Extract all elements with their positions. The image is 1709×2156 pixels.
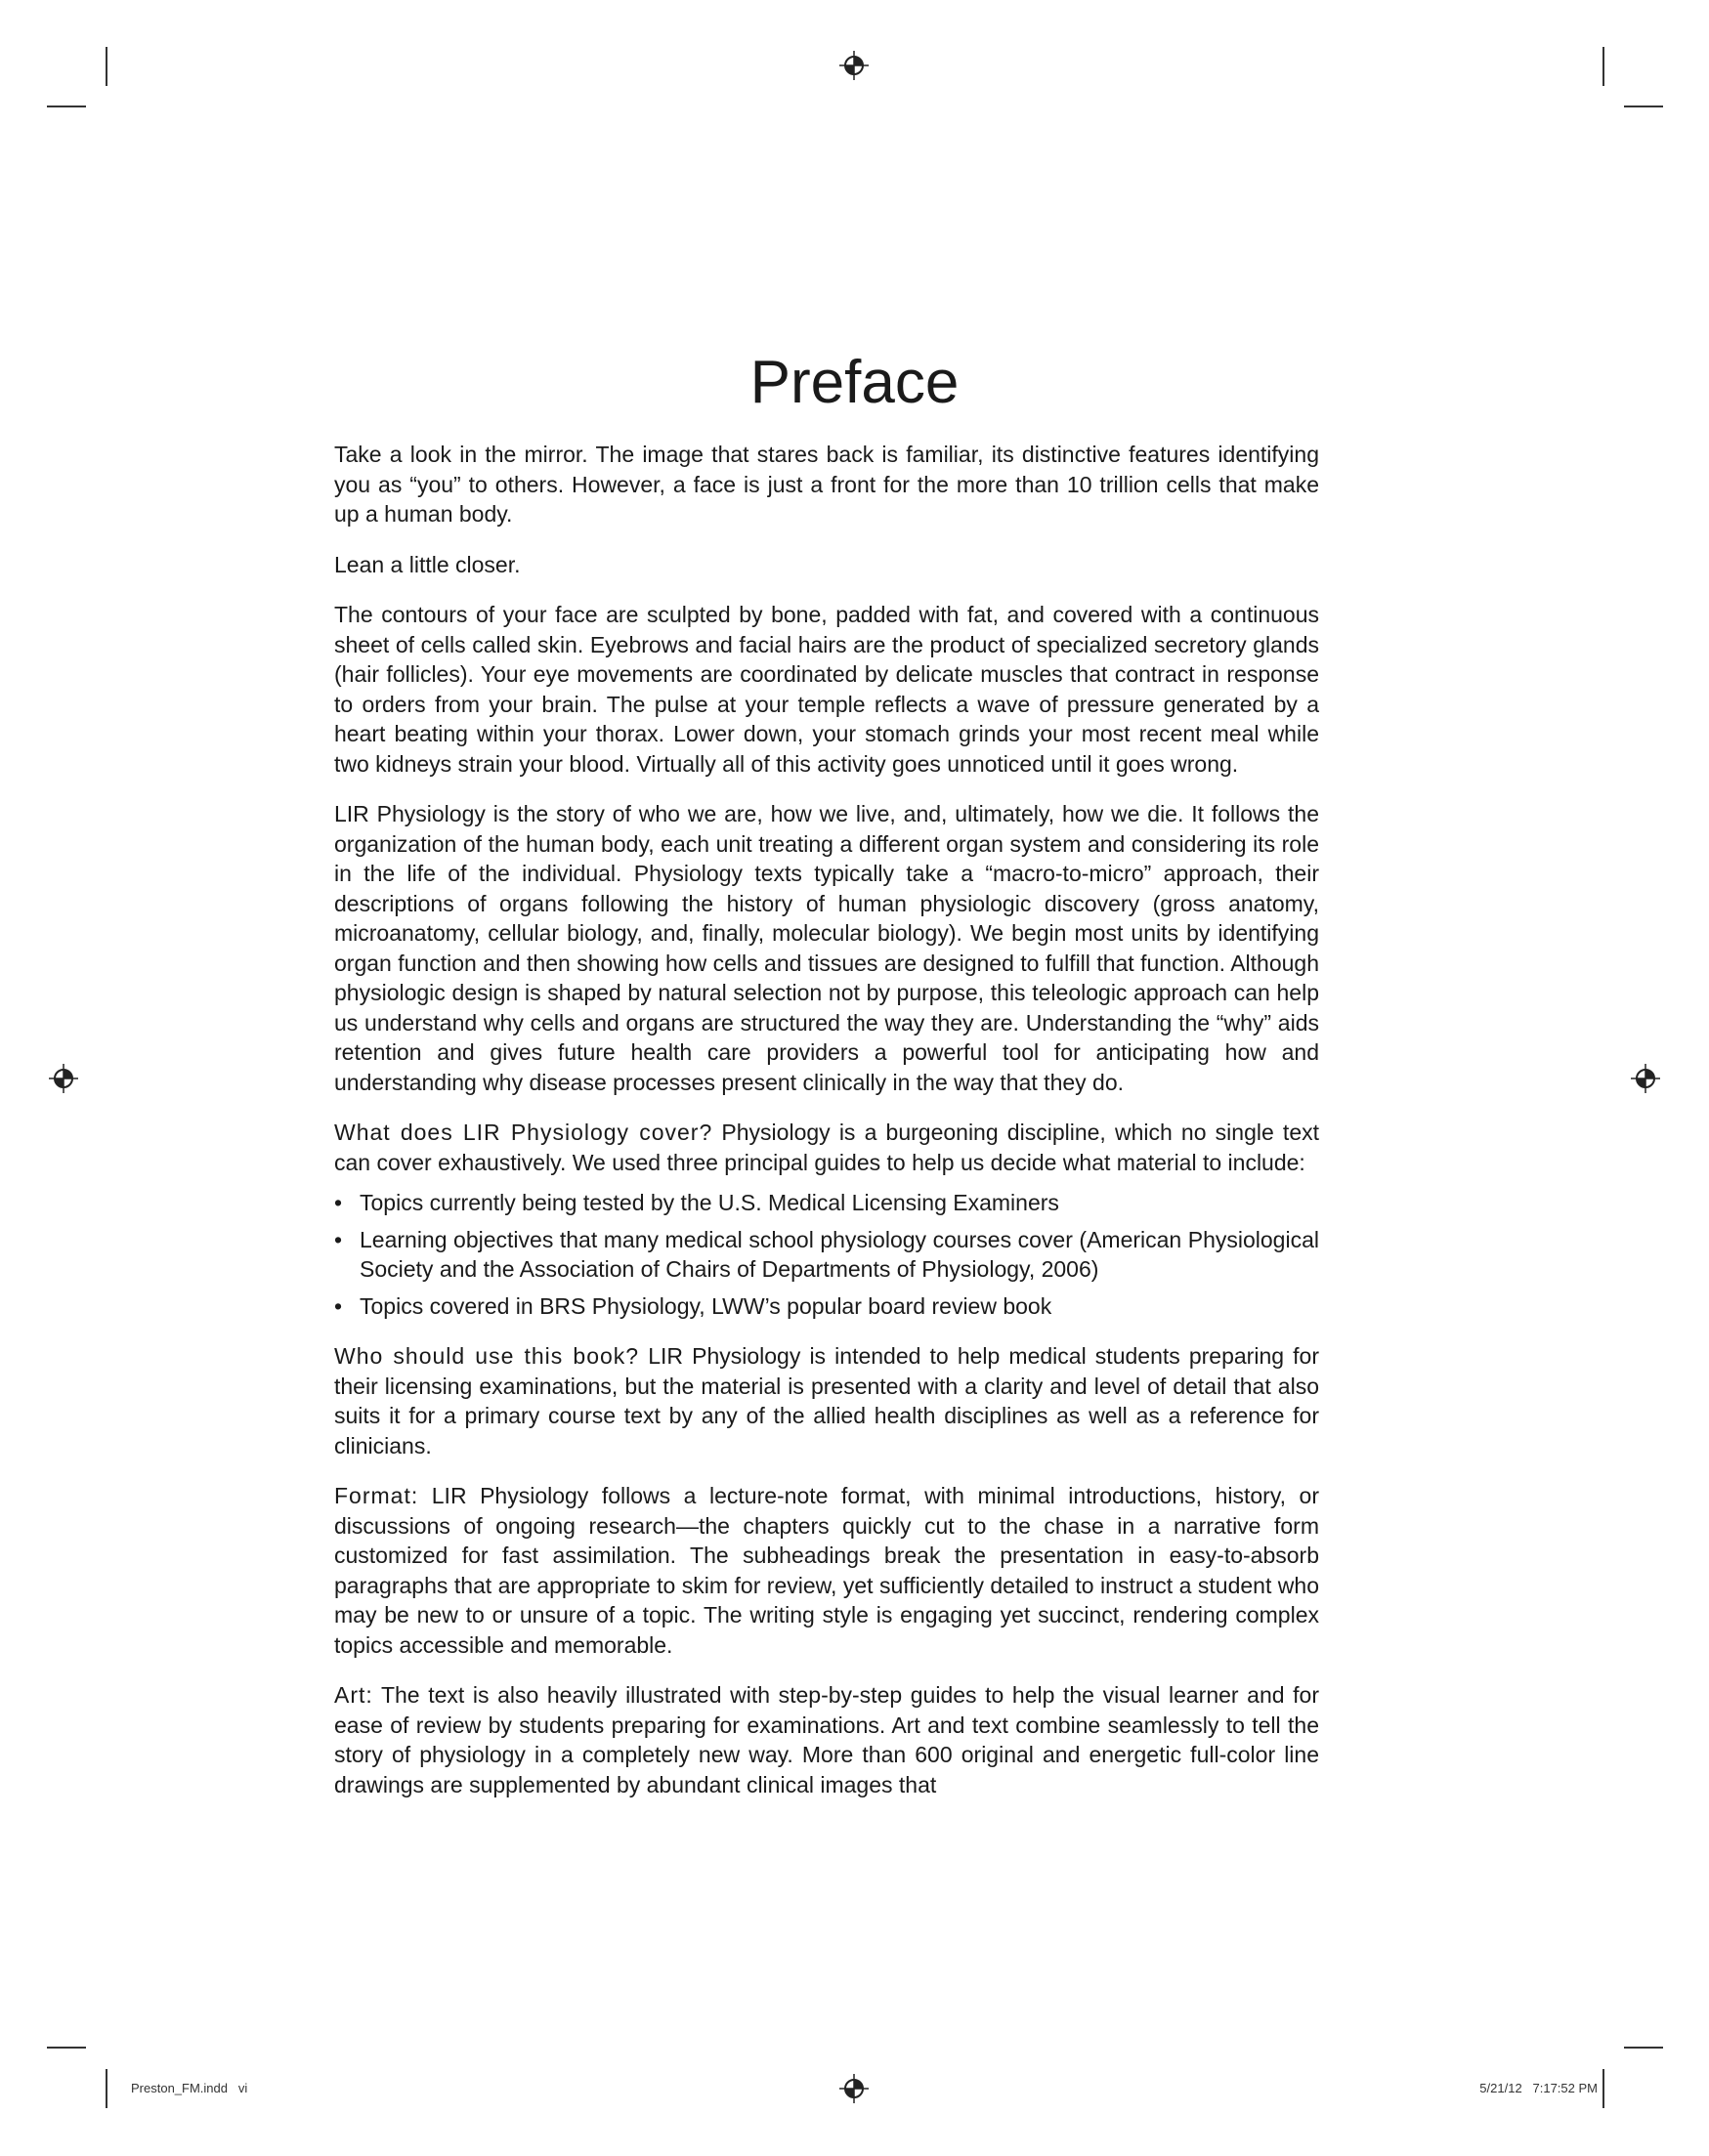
cover-text: Physiology is a burgeoning discipline, which no single text can cover exhaustively. We used three principal guides to help us decide what material to include: <box>334 1120 1319 1175</box>
bullet-icon: • <box>334 1190 343 1215</box>
paragraph-format <box>334 1481 1319 1660</box>
crop-mark-top-right <box>1602 47 1604 86</box>
paragraph-story: LIR Physiology is the story of who we are, how we live, and, ultimately, how we die. It follows the organization of the human body, each unit treating a different organ system and considering its role in the life of the individual. Physiology texts typically take a “macro-to-micro” approach, their descriptions of organs following the history of human physiologic discovery (gross anatomy, microanatomy, cellular biology, and, finally, molecular biology). We begin most units by identifying organ function and then showing how cells and tissues are designed to fulfill that function. Although physiologic design is shaped by natural selection not by purpose, this teleologic approach can help us understand why cells and organs are structured the way they are. Understanding the “why” aids retention and gives future health care providers a powerful tool for anticipating how and understanding why disease processes present clinically in the way that they do. <box>334 801 1319 1095</box>
crop-mark-top-right-h <box>1624 106 1663 107</box>
crop-mark-top-left <box>106 47 107 86</box>
format-lead: Format: <box>334 1483 419 1508</box>
crop-mark-top-left-h <box>47 106 86 107</box>
list-item-text: Topics currently being tested by the U.S. Medical Licensing Examiners <box>360 1190 1059 1215</box>
list-item <box>334 1225 1319 1285</box>
guides-list <box>334 1188 1319 1321</box>
slug-file-name: Preston_FM.indd vi <box>131 2081 248 2095</box>
registration-mark-icon <box>839 51 869 80</box>
crop-mark-bottom-left <box>106 2069 107 2108</box>
list-item-text: Topics covered in BRS Physiology, LWW’s popular board review book <box>360 1292 1052 1319</box>
art-lead: Art: <box>334 1682 373 1708</box>
who-lead: Who should use this book? <box>334 1343 640 1369</box>
list-item <box>334 1291 1319 1322</box>
crop-mark-bottom-right <box>1602 2069 1604 2108</box>
paragraph-cover <box>334 1118 1319 1177</box>
slug-timestamp: 5/21/12 7:17:52 PM <box>1479 2081 1598 2095</box>
registration-mark-icon <box>49 1064 78 1093</box>
art-text: The text is also heavily illustrated with step-by-step guides to help the visual learner and for ease of review by students preparing for examinations. Art and text combine seamlessly to tell the story of physiology in a completely new way. More than 600 original and energetic full-color line drawings are supplemented by abundant clinical images that <box>334 1682 1319 1797</box>
registration-mark-icon <box>1631 1064 1660 1093</box>
paragraph-who <box>334 1341 1319 1460</box>
crop-mark-bottom-left-h <box>47 2047 86 2049</box>
who-text: LIR Physiology is intended to help medical students preparing for their licensing examinations, but the material is presented with a clarity and level of detail that also suits it for a primary course text by any of the allied health disciplines as well as a reference for clinicians. <box>334 1343 1319 1458</box>
paragraph-contours: The contours of your face are sculpted by bone, padded with fat, and covered with a continuous sheet of cells called skin. Eyebrows and facial hairs are the product of specialized secretory glands (hair follicles). Your eye movements are coordinated by delicate muscles that contract in response to orders from your brain. The pulse at your temple reflects a wave of pressure generated by a heart beating within your thorax. Lower down, your stomach grinds your most recent meal while two kidneys strain your blood. Virtually all of this activity goes unnoticed until it goes wrong. <box>334 602 1319 777</box>
registration-mark-icon <box>839 2074 869 2103</box>
paragraph-mirror: Take a look in the mirror. The image that stares back is familiar, its distinctive features identifying you as “you” to others. However, a face is just a front for the more than 10 trillion cells that make up a human body. <box>334 442 1319 527</box>
paragraph-art <box>334 1680 1319 1799</box>
cover-lead: What does LIR Physiology cover? <box>334 1120 713 1145</box>
bullet-icon: • <box>334 1292 343 1319</box>
list-item <box>334 1188 1319 1218</box>
list-item-text: Learning objectives that many medical school physiology courses cover (American Physiological Society and the Association of Chairs of Departments of Physiology, 2006) <box>360 1226 1319 1282</box>
crop-mark-bottom-right-h <box>1624 2047 1663 2049</box>
paragraph-closer: Lean a little closer. <box>334 551 521 577</box>
page-title: Preface <box>749 349 960 416</box>
bullet-icon: • <box>334 1226 343 1252</box>
preface-body <box>334 440 1319 1820</box>
format-text: LIR Physiology follows a lecture-note format, with minimal introductions, history, or discussions of ongoing research—the chapters quickly cut to the chase in a narrative form customized for fast assimilation. The subheadings break the presentation in easy-to-absorb paragraphs that are appropriate to skim for review, yet sufficiently detailed to instruct a student who may be new to or unsure of a topic. The writing style is engaging yet succinct, rendering complex topics accessible and memorable. <box>334 1483 1319 1658</box>
